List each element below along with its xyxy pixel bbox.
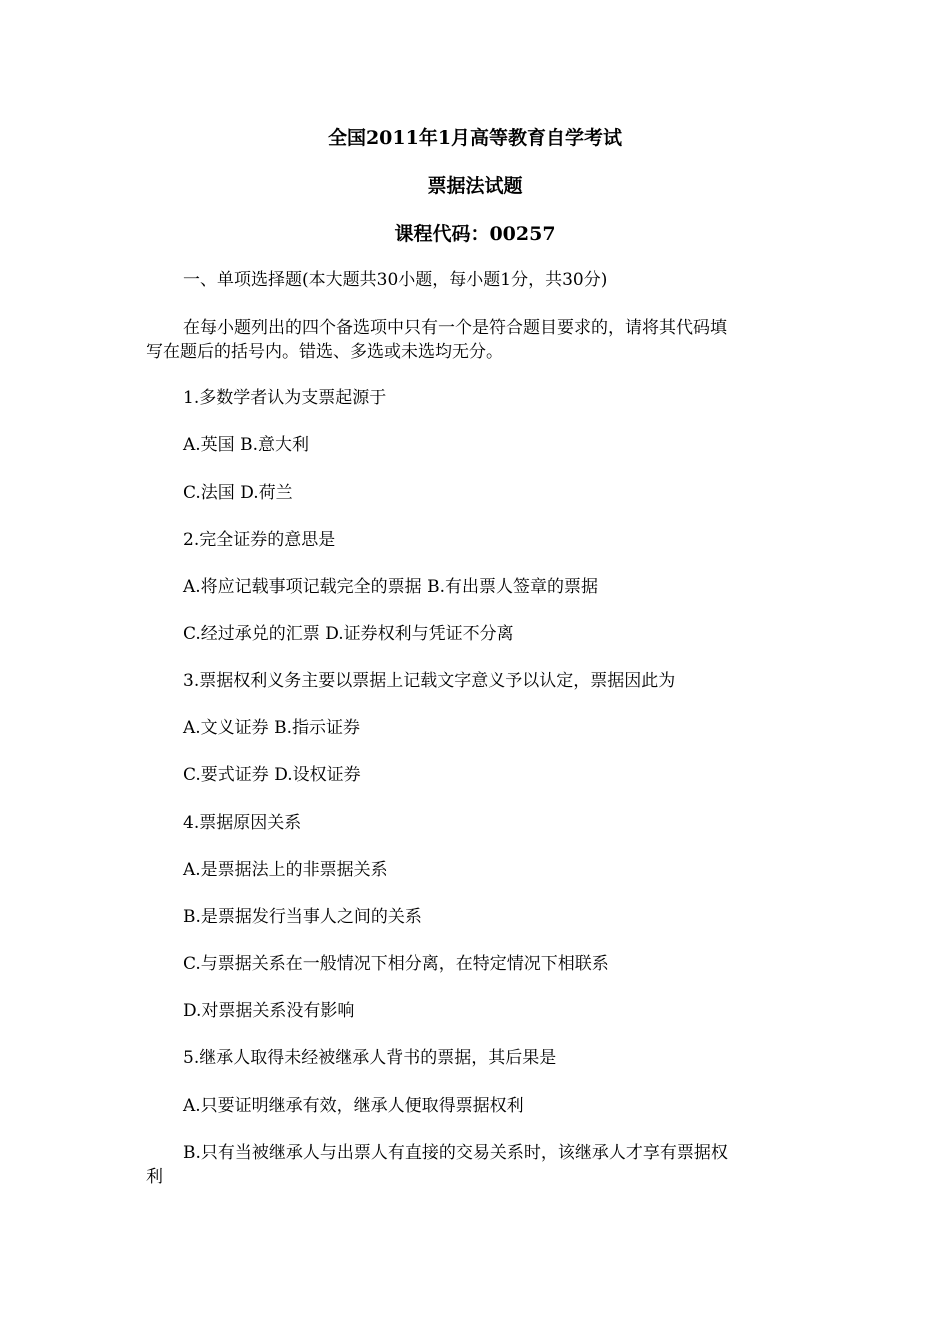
question-option: A.文义证券 B.指示证券 — [183, 718, 360, 738]
question-stem: 5.继承人取得未经被继承人背书的票据，其后果是 — [183, 1048, 557, 1068]
instruction-line: 写在题后的括号内。错选、多选或未选均无分。 — [146, 342, 503, 362]
question-stem: 1.多数学者认为支票起源于 — [183, 388, 387, 408]
question-option: A.是票据法上的非票据关系 — [183, 860, 388, 880]
question-stem: 2.完全证券的意思是 — [183, 530, 336, 550]
exam-title: 全国2011年1月高等教育自学考试 — [327, 127, 623, 149]
question-option: A.只要证明继承有效，继承人便取得票据权利 — [183, 1096, 524, 1116]
question-option: B.是票据发行当事人之间的关系 — [183, 907, 422, 927]
question-option: B.只有当被继承人与出票人有直接的交易关系时，该继承人才享有票据权 — [183, 1143, 728, 1163]
question-option: A.将应记载事项记载完全的票据 B.有出票人签章的票据 — [183, 577, 598, 597]
question-option: A.英国 B.意大利 — [183, 435, 309, 455]
question-option: C.与票据关系在一般情况下相分离，在特定情况下相联系 — [183, 954, 609, 974]
question-option: C.经过承兑的汇票 D.证券权利与凭证不分离 — [183, 624, 514, 644]
course-code: 课程代码：00257 — [394, 223, 556, 245]
question-stem: 3.票据权利义务主要以票据上记载文字意义予以认定，票据因此为 — [183, 671, 676, 691]
instruction-line: 在每小题列出的四个备选项中只有一个是符合题目要求的，请将其代码填 — [183, 318, 727, 338]
question-stem: 4.票据原因关系 — [183, 813, 302, 833]
question-option: D.对票据关系没有影响 — [183, 1001, 355, 1021]
section-heading: 一、单项选择题(本大题共30小题，每小题1分，共30分) — [183, 270, 608, 290]
subject-title: 票据法试题 — [427, 175, 523, 197]
question-option-continuation: 利 — [146, 1167, 163, 1187]
question-option: C.要式证券 D.设权证券 — [183, 765, 361, 785]
question-option: C.法国 D.荷兰 — [183, 483, 293, 503]
